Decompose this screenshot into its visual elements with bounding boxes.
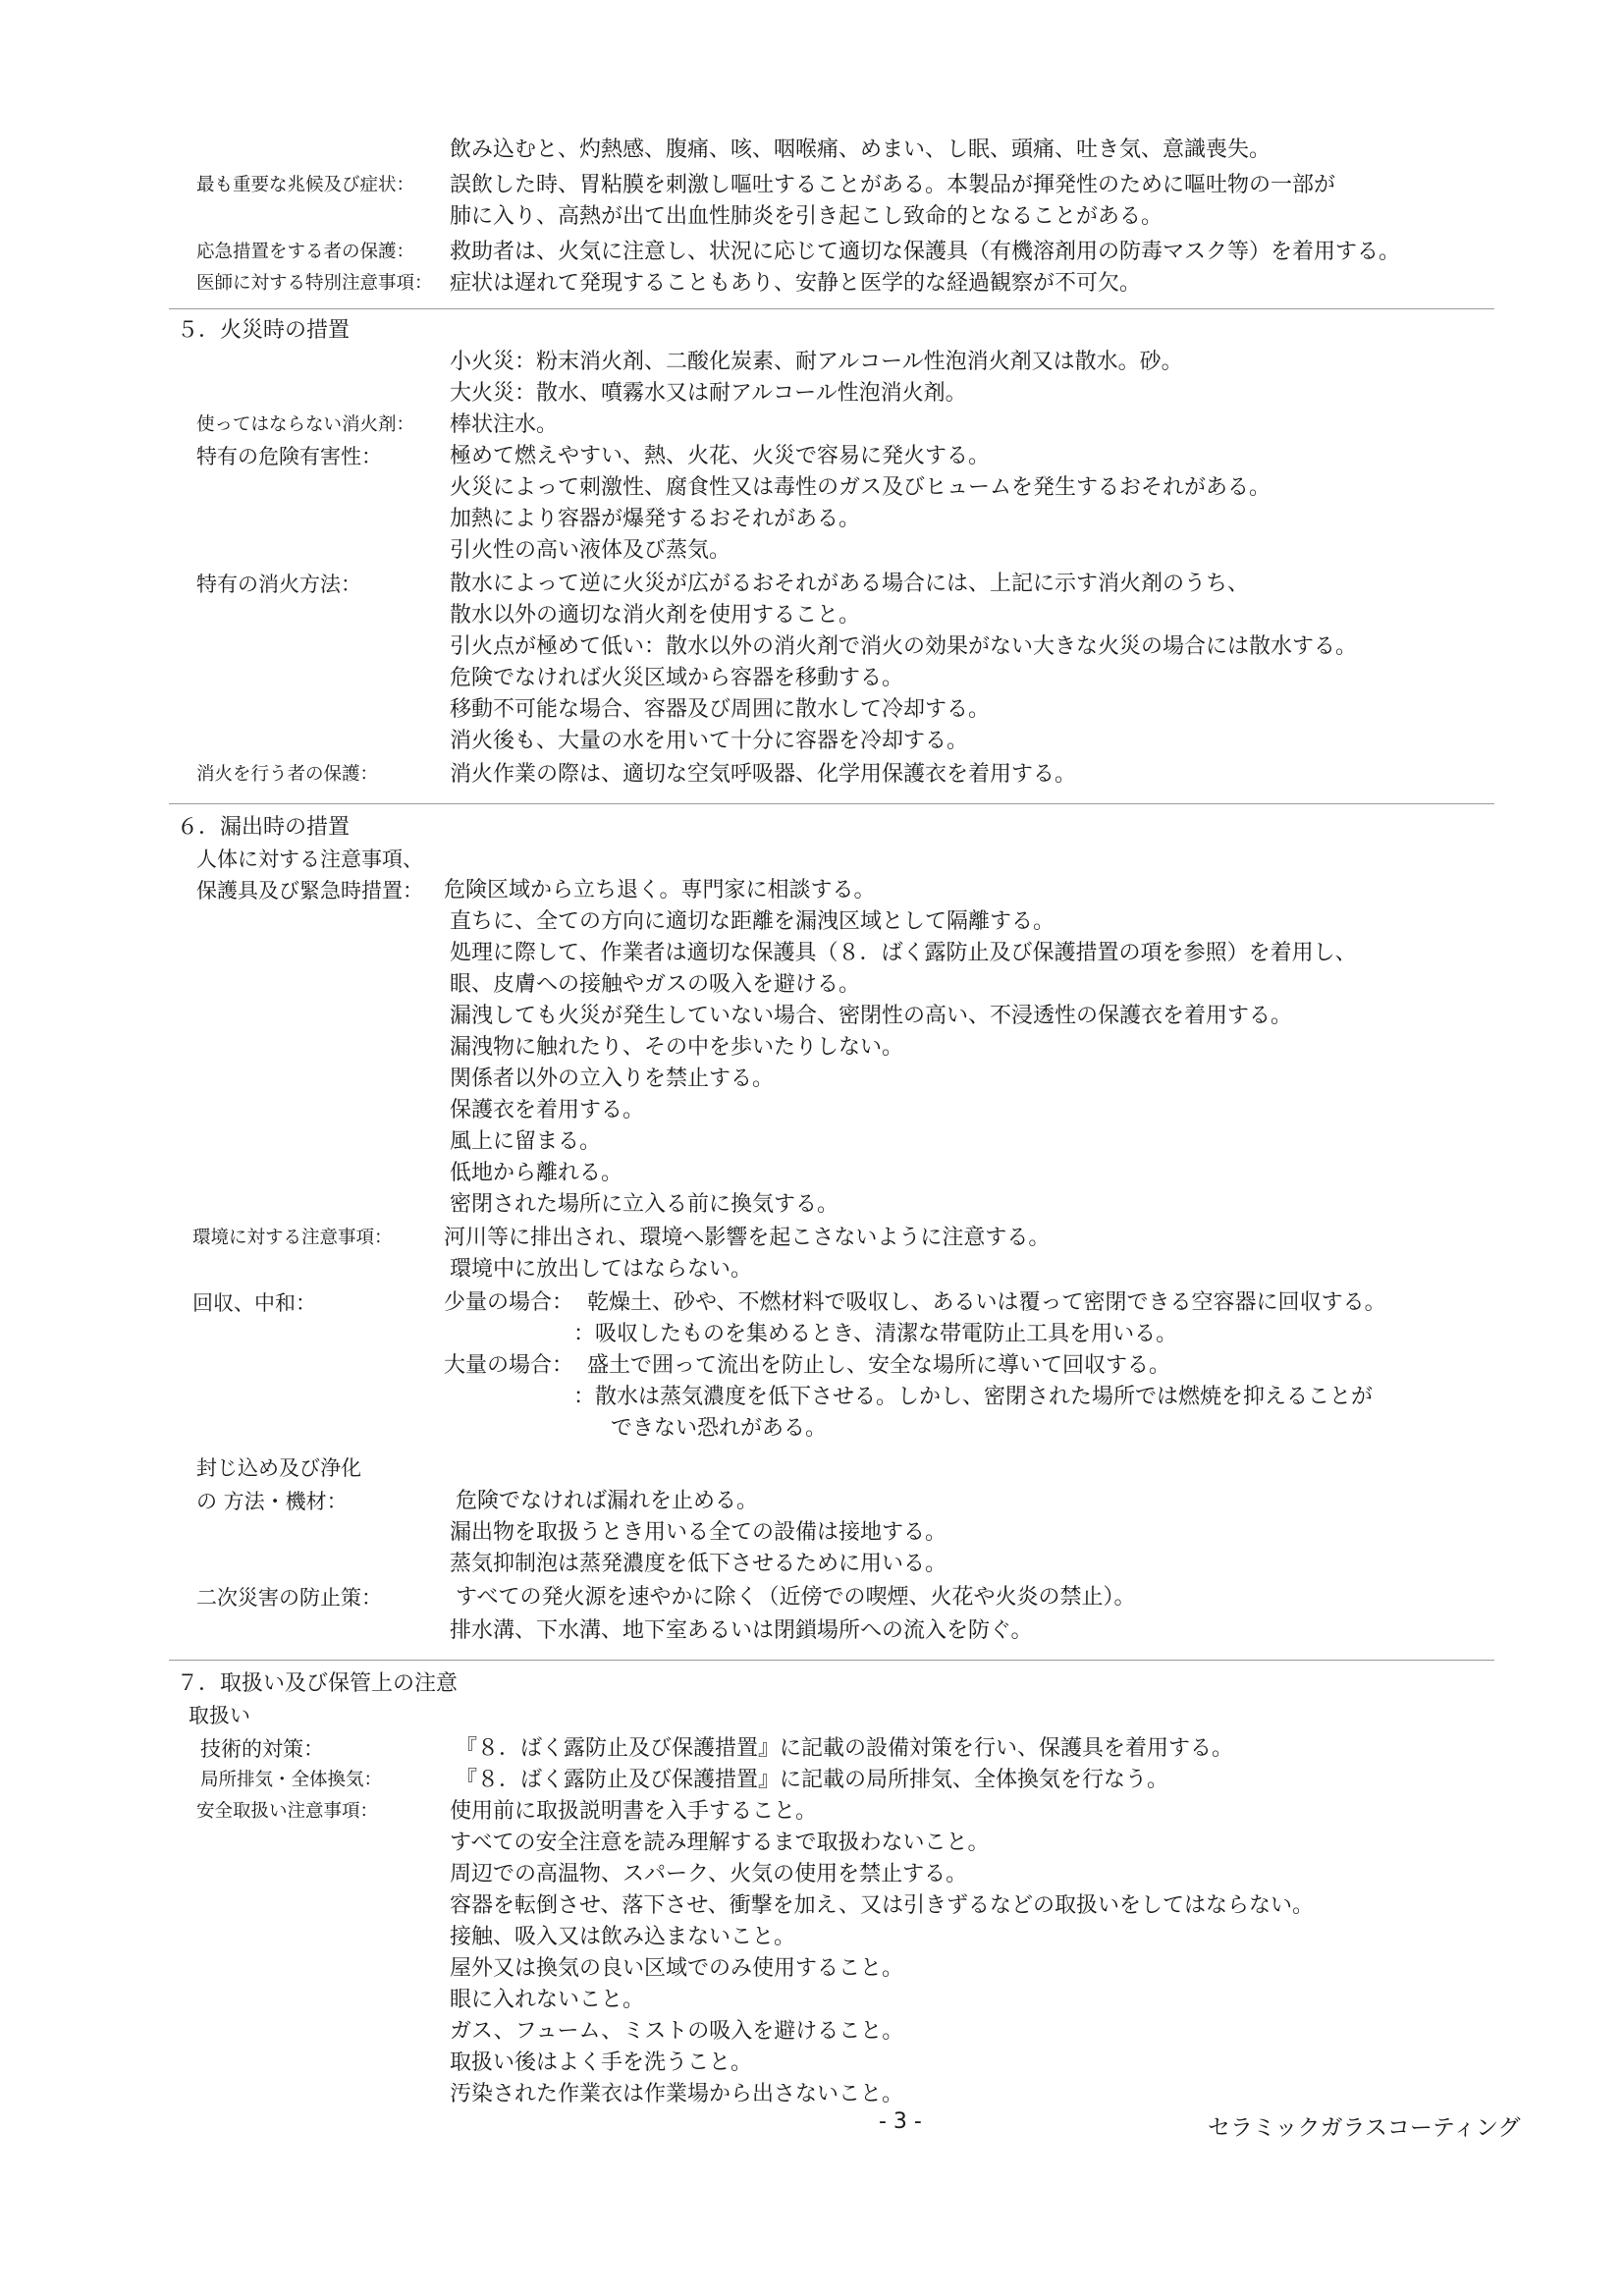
section-divider [169, 308, 1494, 309]
firefighting-method-text: 危険でなければ火災区域から容器を移動する。 [450, 666, 904, 690]
section-7-title: ７．取扱い及び保管上の注意 [177, 1671, 459, 1696]
personal-precautions-text: 直ちに、全ての方向に適切な距離を漏洩区域として隔離する。 [450, 909, 1055, 934]
firefighter-protection-label: 消火を行う者の保護： [196, 764, 379, 785]
personal-precautions-text: 風上に留まる。 [450, 1129, 602, 1154]
symptoms-text: 肺に入り、高熱が出て出血性肺炎を引き起こし致命的となることがある。 [450, 204, 1163, 229]
rescuer-protection-text: 救助者は、火気に注意し、状況に応じて適切な保護具（有機溶剤用の防毒マスク等）を着用する。 [450, 240, 1401, 264]
safe-handling-text: 眼に入れないこと。 [450, 1988, 645, 2012]
containment-text: 蒸気抑制泡は蒸発濃度を低下させるために用いる。 [450, 1552, 947, 1576]
safe-handling-text: 取扱い後はよく手を洗うこと。 [450, 2050, 753, 2075]
firefighting-method-label: 特有の消火方法： [196, 573, 361, 596]
recovery-label: 回収、中和： [192, 1291, 316, 1315]
specific-hazard-label: 特有の危険有害性： [196, 445, 382, 468]
safe-handling-text: 接触、吸入又は飲み込まないこと。 [450, 1925, 796, 1949]
firefighting-method-text: 消火後も、大量の水を用いて十分に容器を冷却する。 [450, 729, 969, 753]
safe-handling-text: 汚染された作業衣は作業場から出さないこと。 [450, 2082, 904, 2106]
extinguishing-media-text: 大火災：散水、噴霧水又は耐アルコール性泡消火剤。 [450, 381, 967, 406]
firefighting-method-text: 散水以外の適切な消火剤を使用すること。 [450, 603, 861, 628]
small-spill-text: ：吸収したものを集めるとき、清潔な帯電防止工具を用いる。 [573, 1322, 1178, 1346]
section-5-title: ５．火災時の措置 [177, 318, 351, 343]
environmental-precautions-label: 環境に対する注意事項： [192, 1228, 393, 1248]
handling-heading: 取扱い [189, 1704, 250, 1727]
specific-hazard-text: 加熱により容器が爆発するおそれがある。 [450, 507, 861, 531]
safe-handling-label: 安全取扱い注意事項： [196, 1801, 379, 1822]
specific-hazard-text: 火災によって刺激性、腐食性又は毒性のガス及びヒュームを発生するおそれがある。 [450, 475, 1271, 500]
specific-hazard-text: 引火性の高い液体及び蒸気。 [450, 538, 731, 563]
firefighting-method-text: 散水によって逆に火災が広がるおそれがある場合には、上記に示す消火剤のうち、 [450, 572, 1250, 596]
rescuer-protection-label: 応急措置をする者の保護： [196, 242, 415, 262]
containment-text: 危険でなければ漏れを止める。 [456, 1489, 759, 1513]
safe-handling-text: 使用前に取扱説明書を入手すること。 [450, 1799, 818, 1824]
containment-label: の 方法・機材： [196, 1490, 348, 1513]
personal-precautions-text: 密閉された場所に立入る前に換気する。 [450, 1192, 839, 1217]
personal-precautions-text: 保護衣を着用する。 [450, 1098, 645, 1122]
technical-measures-label: 技術的対策： [200, 1737, 324, 1761]
personal-precautions-text: 漏洩物に触れたり、その中を歩いたりしない。 [450, 1035, 904, 1060]
large-spill-text: できない恐れがある。 [611, 1416, 828, 1441]
containment-text: 漏出物を取扱うとき用いる全ての設備は接地する。 [450, 1520, 947, 1545]
firefighting-method-text: 引火点が極めて低い：散水以外の消火剤で消火の効果がない大きな火災の場合には散水する。 [450, 634, 1358, 659]
personal-precautions-text: 関係者以外の立入りを禁止する。 [450, 1066, 775, 1091]
small-spill-label: 少量の場合： [444, 1290, 574, 1315]
large-spill-text: ：散水は蒸気濃度を低下させる。しかし、密閉された場所では燃焼を抑えることが [573, 1385, 1374, 1409]
symptoms-label: 最も重要な兆候及び症状： [196, 175, 415, 195]
personal-precautions-text: 眼、皮膚への接触やガスの吸入を避ける。 [450, 972, 861, 997]
personal-precautions-label: 人体に対する注意事項、 [196, 847, 423, 871]
secondary-disaster-text: すべての発火源を速やかに除く（近傍での喫煙、火花や火炎の禁止）。 [456, 1585, 1136, 1610]
extinguishing-media-text: 小火災：粉末消火剤、二酸化炭素、耐アルコール性泡消火剤又は散水。砂。 [450, 350, 1183, 374]
large-spill-label: 大量の場合： [444, 1353, 574, 1378]
firefighter-protection-text: 消火作業の際は、適切な空気呼吸器、化学用保護衣を着用する。 [450, 762, 1077, 787]
doctor-notes-text: 症状は遅れて発現することもあり、安静と医学的な経過観察が不可欠。 [450, 271, 1142, 296]
personal-precautions-text: 危険区域から立ち退く。専門家に相談する。 [444, 878, 876, 902]
personal-precautions-text: 処理に際して、作業者は適切な保護具（８．ばく露防止及び保護措置の項を参照）を着用し、 [450, 941, 1357, 965]
first-aid-text: 飲み込むと、灼熱感、腹痛、咳、咽喉痛、めまい、し眠、頭痛、吐き気、意識喪失。 [450, 137, 1271, 162]
forbidden-media-text: 棒状注水。 [450, 412, 559, 437]
doctor-notes-label: 医師に対する特別注意事項： [196, 273, 433, 294]
firefighting-method-text: 移動不可能な場合、容器及び周囲に散水して冷却する。 [450, 697, 991, 722]
product-name: セラミックガラスコーティング [1208, 2115, 1521, 2141]
secondary-disaster-text: 排水溝、下水溝、地下室あるいは閉鎖場所への流入を防ぐ。 [450, 1618, 1033, 1643]
ventilation-text: 『８．ばく露防止及び保護措置』に記載の局所排気、全体換気を行なう。 [456, 1768, 1169, 1792]
environmental-precautions-text: 河川等に排出され、環境へ影響を起こさないように注意する。 [444, 1226, 1051, 1250]
forbidden-media-label: 使ってはならない消火剤： [196, 414, 415, 435]
section-divider [169, 1660, 1494, 1661]
safe-handling-text: 周辺での高温物、スパーク、火気の使用を禁止する。 [450, 1862, 968, 1886]
section-divider [169, 803, 1494, 804]
small-spill-text: 乾燥土、砂や、不燃材料で吸収し、あるいは覆って密閉できる空容器に回収する。 [587, 1290, 1386, 1315]
secondary-disaster-label: 二次災害の防止策： [196, 1586, 382, 1610]
specific-hazard-text: 極めて燃えやすい、熱、火花、火災で容易に発火する。 [450, 444, 991, 468]
ventilation-label: 局所排気・全体換気： [200, 1770, 383, 1790]
safe-handling-text: 屋外又は換気の良い区域でのみ使用すること。 [450, 1956, 904, 1981]
environmental-precautions-text: 環境中に放出してはならない。 [450, 1257, 753, 1282]
symptoms-text: 誤飲した時、胃粘膜を刺激し嘔吐することがある。本製品が揮発性のために嘔吐物の一部が [450, 173, 1336, 197]
safe-handling-text: 容器を転倒させ、落下させ、衝撃を加え、又は引きずるなどの取扱いをしてはならない。 [450, 1893, 1315, 1918]
safe-handling-text: すべての安全注意を読み理解するまで取扱わないこと。 [450, 1831, 990, 1855]
personal-precautions-text: 漏洩しても火災が発生していない場合、密閉性の高い、不浸透性の保護衣を着用する。 [450, 1004, 1293, 1028]
personal-precautions-text: 低地から離れる。 [450, 1161, 623, 1185]
containment-label: 封じ込め及び浄化 [196, 1456, 361, 1480]
section-6-title: ６．漏出時の措置 [177, 815, 351, 840]
page-number: - 3 - [879, 2109, 922, 2134]
personal-precautions-label: 保護具及び緊急時措置： [196, 879, 423, 902]
safe-handling-text: ガス、フューム、ミストの吸入を避けること。 [450, 2019, 904, 2044]
technical-measures-text: 『８．ばく露防止及び保護措置』に記載の設備対策を行い、保護具を着用する。 [456, 1736, 1234, 1761]
large-spill-text: 盛土で囲って流出を防止し、安全な場所に導いて回収する。 [587, 1353, 1171, 1378]
